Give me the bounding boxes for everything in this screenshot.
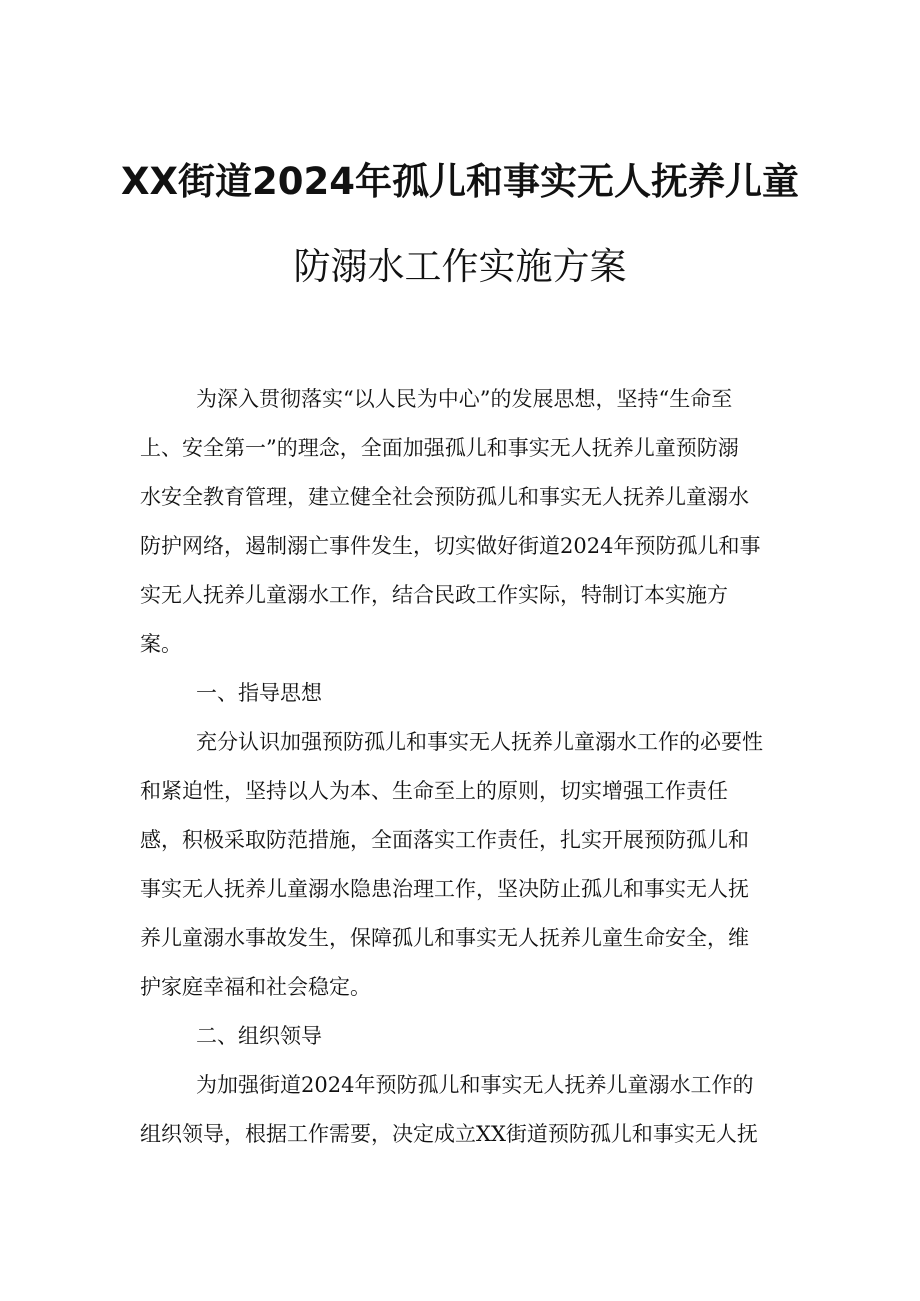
intro-paragraph-line: 案。 <box>140 632 182 656</box>
document-title-line-1: XX街道2024年孤儿和事实无人抚养儿童 <box>120 160 800 203</box>
section1-paragraph-line: 感，积极采取防范措施，全面落实工作责任，扎实开展预防孤儿和 <box>140 828 749 852</box>
section1-paragraph-line: 护家庭幸福和社会稳定。 <box>140 975 371 999</box>
section-heading-organization-leadership: 二、组织领导 <box>196 1024 322 1048</box>
section-heading-guiding-ideology: 一、指导思想 <box>196 681 322 705</box>
section2-paragraph-line: 为加强街道2024年预防孤儿和事实无人抚养儿童溺水工作的 <box>196 1073 754 1097</box>
document-title-line-2: 防溺水工作实施方案 <box>293 245 627 288</box>
intro-paragraph-line: 水安全教育管理，建立健全社会预防孤儿和事实无人抚养儿童溺水 <box>140 485 749 509</box>
intro-paragraph-line: 为深入贯彻落实“以人民为中心”的发展思想，坚持“生命至 <box>196 387 733 411</box>
intro-paragraph-line: 防护网络，遏制溺亡事件发生，切实做好街道2024年预防孤儿和事 <box>140 534 761 558</box>
section1-paragraph-line: 养儿童溺水事故发生，保障孤儿和事实无人抚养儿童生命安全，维 <box>140 926 749 950</box>
intro-paragraph-line: 实无人抚养儿童溺水工作，结合民政工作实际，特制订本实施方 <box>140 583 728 607</box>
section1-paragraph-line: 和紧迫性，坚持以人为本、生命至上的原则，切实增强工作责任 <box>140 779 728 803</box>
intro-paragraph-line: 上、安全第一”的理念，全面加强孤儿和事实无人抚养儿童预防溺 <box>140 436 739 460</box>
section2-paragraph-line: 组织领导，根据工作需要，决定成立XX街道预防孤儿和事实无人抚 <box>140 1122 758 1146</box>
section1-paragraph-line: 充分认识加强预防孤儿和事实无人抚养儿童溺水工作的必要性 <box>196 730 763 754</box>
section1-paragraph-line: 事实无人抚养儿童溺水隐患治理工作，坚决防止孤儿和事实无人抚 <box>140 877 749 901</box>
document-body <box>140 375 780 1159</box>
